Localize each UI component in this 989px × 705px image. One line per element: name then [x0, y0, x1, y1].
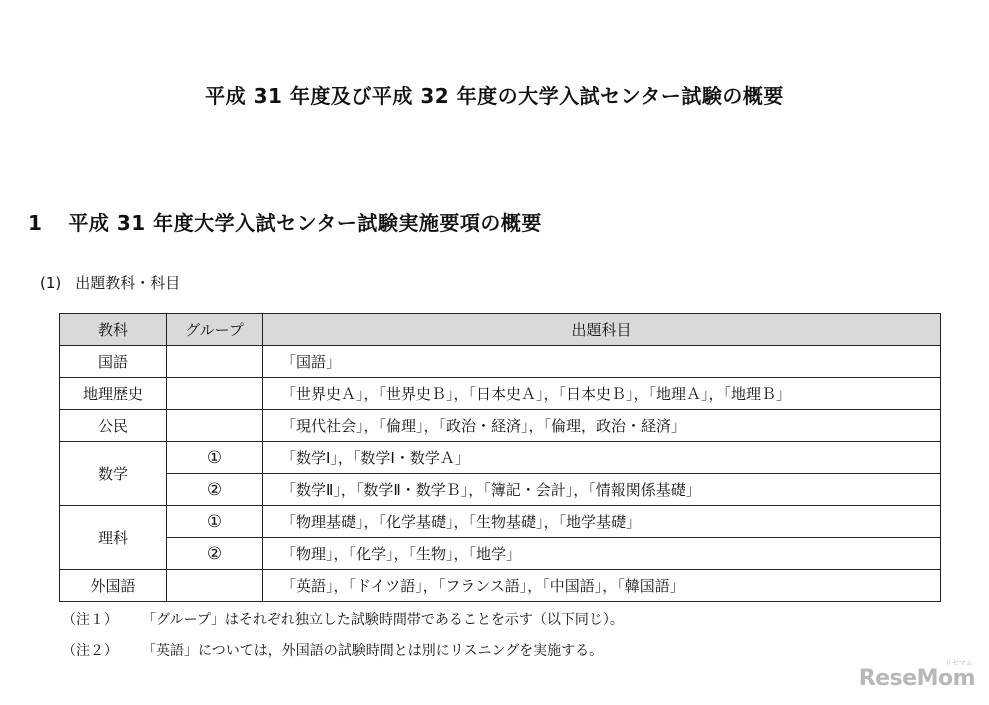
table-header-row [60, 314, 941, 346]
items-cell: 「物理」，「化学」，「生物」，「地学」 [263, 538, 941, 570]
section-title: 平成 31 年度大学入試センター試験実施要項の概要 [68, 211, 542, 235]
table-row [60, 346, 941, 378]
table-row [60, 442, 941, 474]
group-cell [167, 346, 263, 378]
group-cell: ② [167, 474, 263, 506]
items-cell: 「現代社会」，「倫理」，「政治・経済」，「倫理，政治・経済」 [263, 410, 941, 442]
subject-cell: 地理歴史 [60, 378, 167, 410]
subject-cell: 数学 [60, 442, 167, 506]
subject-cell: 外国語 [60, 570, 167, 602]
note-1-label: （注１） [62, 612, 118, 628]
items-cell: 「国語」 [263, 346, 941, 378]
group-cell: ① [167, 442, 263, 474]
section-heading [28, 207, 542, 236]
table-row [60, 378, 941, 410]
subject-cell: 理科 [60, 506, 167, 570]
note-2 [62, 640, 603, 660]
header-items: 出題科目 [263, 314, 941, 346]
header-subject: 教科 [60, 314, 167, 346]
note-1-text: 「グループ」はそれぞれ独立した試験時間帯であることを示す（以下同じ）。 [142, 612, 624, 628]
table-row [60, 538, 941, 570]
subsection-heading [40, 272, 180, 293]
subjects-table [59, 313, 941, 602]
items-cell: 「数学Ⅱ」，「数学Ⅱ・数学Ｂ」，「簿記・会計」，「情報関係基礎」 [263, 474, 941, 506]
subject-cell: 公民 [60, 410, 167, 442]
resemom-logo [858, 659, 975, 691]
note-1 [62, 609, 624, 629]
subject-cell: 国語 [60, 346, 167, 378]
section-number: 1 [28, 211, 43, 235]
note-2-label: （注２） [62, 643, 118, 659]
table-row [60, 410, 941, 442]
items-cell: 「英語」，「ドイツ語」，「フランス語」，「中国語」，「韓国語」 [263, 570, 941, 602]
note-2-text: 「英語」については，外国語の試験時間とは別にリスニングを実施する。 [142, 643, 604, 659]
resemom-logo-sub: リセマム [945, 659, 973, 667]
group-cell [167, 410, 263, 442]
items-cell: 「数学Ⅰ」，「数学Ⅰ・数学Ａ」 [263, 442, 941, 474]
subsection-title: 出題教科・科目 [75, 274, 181, 292]
document-title: 平成 31 年度及び平成 32 年度の大学入試センター試験の概要 [205, 84, 784, 108]
group-cell: ② [167, 538, 263, 570]
resemom-logo-text: ReseMom [858, 666, 975, 691]
group-cell [167, 570, 263, 602]
header-group: グループ [167, 314, 263, 346]
items-cell: 「世界史Ａ」，「世界史Ｂ」，「日本史Ａ」，「日本史Ｂ」，「地理Ａ」，「地理Ｂ」 [263, 378, 941, 410]
group-cell [167, 378, 263, 410]
group-cell: ① [167, 506, 263, 538]
table-row [60, 506, 941, 538]
subsection-number: (1) [40, 274, 62, 292]
table-row [60, 474, 941, 506]
items-cell: 「物理基礎」，「化学基礎」，「生物基礎」，「地学基礎」 [263, 506, 941, 538]
table-row [60, 570, 941, 602]
